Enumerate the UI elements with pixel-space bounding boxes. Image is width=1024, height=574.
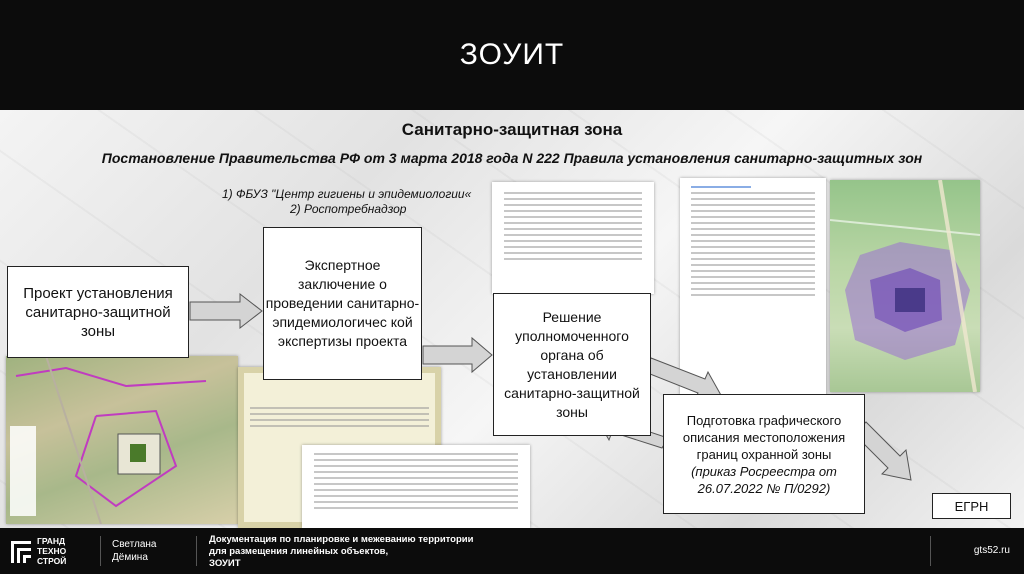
logo-mark-icon [10, 538, 32, 564]
site-url: gts52.ru [973, 545, 1010, 556]
company-logo [10, 535, 94, 567]
arrow-project-to-expert [190, 294, 262, 328]
egrn-box: ЕГРН [932, 493, 1011, 519]
arrow-expert-to-decision [423, 338, 492, 372]
footer-divider [100, 536, 101, 566]
note-2: 2) Роспотребнадзор [290, 202, 407, 216]
decision-box: Решение уполномоченного органа об установлении санитарно-защитной зоны [493, 293, 651, 436]
project-box: Проект установления санитарно-защитной зоны [7, 266, 189, 358]
graphic-description-order: (приказ Росреестра от 26.07.2022 № П/0292) [691, 463, 837, 496]
author-name: Светлана Дёмина [112, 539, 157, 563]
note-1: 1) ФБУЗ "Центр гигиены и эпидемиологии« [222, 187, 472, 201]
slide-footer [0, 528, 1024, 574]
expert-conclusion-box: Экспертное заключение о проведении санитарно-эпидемиологичес кой экспертизы проекта [263, 227, 422, 380]
content-subtitle: Постановление Правительства РФ от 3 марта 2018 года N 222 Правила установления санитарно-защитных зон [101, 150, 923, 166]
slide-header [0, 0, 1024, 110]
graphic-description-box [663, 394, 865, 514]
slide-title: ЗОУИТ [459, 38, 565, 71]
graphic-description-text: Подготовка графического описания местоположения границ охранной зоны [682, 412, 846, 462]
content-title: Санитарно-защитная зона [401, 120, 623, 139]
logo-text: ГРАНД ТЕХНО СТРОЙ [37, 536, 67, 566]
footer-divider [930, 536, 931, 566]
slide-content [0, 110, 1024, 528]
document-title: Документация по планировке и межеванию территории для размещения линейных объектов, ЗОУИТ [209, 534, 474, 569]
footer-divider [196, 536, 197, 566]
